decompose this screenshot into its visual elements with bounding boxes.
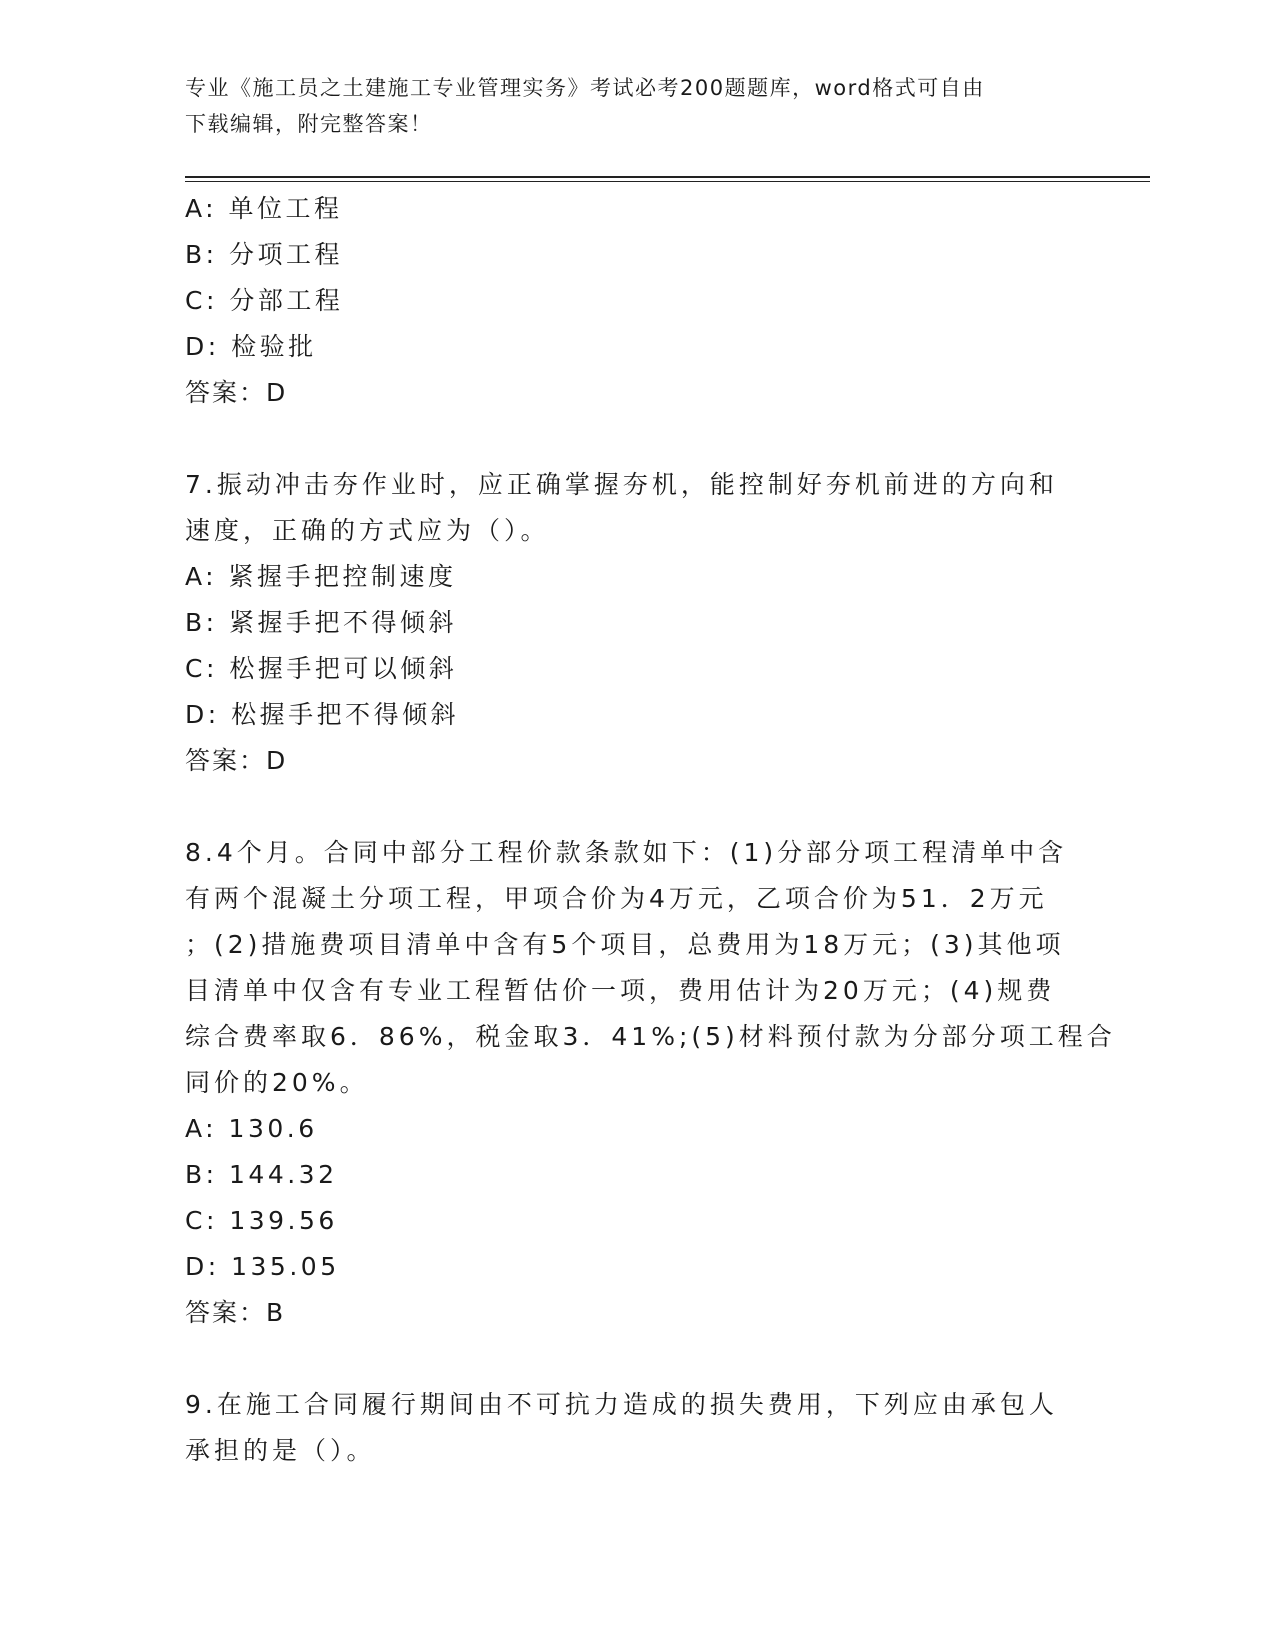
option-c: C: 139.56 xyxy=(185,1206,338,1235)
question-text-line: 综合费率取6．86%，税金取3．41%;(5)材料预付款为分部分项工程合 xyxy=(185,1022,1116,1051)
question-9-block xyxy=(185,1382,1085,1474)
question-8-block xyxy=(185,830,1116,1336)
question-text-line: 同价的20%。 xyxy=(185,1068,369,1097)
header-line-2: 下载编辑，附完整答案！ xyxy=(185,112,433,136)
spacer xyxy=(185,416,1085,462)
header-line-1: 专业《施工员之土建施工专业管理实务》考试必考200题题库，word格式可自由 xyxy=(185,76,985,100)
option-a: A: 紧握手把控制速度 xyxy=(185,562,457,591)
option-c: C: 松握手把可以倾斜 xyxy=(185,654,458,683)
spacer xyxy=(185,784,1085,830)
header-divider xyxy=(185,176,1150,178)
answer-line: 答案：D xyxy=(185,378,288,407)
option-d: D: 135.05 xyxy=(185,1252,340,1281)
option-c: C: 分部工程 xyxy=(185,286,344,315)
question-text-line: 承担的是（）。 xyxy=(185,1436,376,1465)
question-text-line: ；(2)措施费项目清单中含有5个项目，总费用为18万元；(3)其他项 xyxy=(185,930,1065,959)
question-text-line: 7.振动冲击夯作业时，应正确掌握夯机，能控制好夯机前进的方向和 xyxy=(185,470,1058,499)
option-a: A: 单位工程 xyxy=(185,194,343,223)
question-text-line: 目清单中仅含有专业工程暂估价一项，费用估计为20万元；(4)规费 xyxy=(185,976,1056,1005)
question-list xyxy=(185,186,1116,1474)
option-d: D: 松握手把不得倾斜 xyxy=(185,700,460,729)
document-header xyxy=(185,70,1085,142)
option-b: B: 分项工程 xyxy=(185,240,344,269)
question-6-block xyxy=(185,186,1085,416)
question-text-line: 8.4个月。合同中部分工程价款条款如下：(1)分部分项工程清单中含 xyxy=(185,838,1068,867)
option-b: B: 144.32 xyxy=(185,1160,338,1189)
option-a: A: 130.6 xyxy=(185,1114,318,1143)
question-text-line: 速度，正确的方式应为（）。 xyxy=(185,516,550,545)
option-b: B: 紧握手把不得倾斜 xyxy=(185,608,458,637)
spacer xyxy=(185,1336,1085,1382)
question-7-block xyxy=(185,462,1085,784)
answer-line: 答案：D xyxy=(185,746,288,775)
option-d: D: 检验批 xyxy=(185,332,317,361)
question-text-line: 9.在施工合同履行期间由不可抗力造成的损失费用，下列应由承包人 xyxy=(185,1390,1058,1419)
question-text-line: 有两个混凝土分项工程，甲项合价为4万元，乙项合价为51．2万元 xyxy=(185,884,1048,913)
answer-line: 答案：B xyxy=(185,1298,286,1327)
header-divider-thin xyxy=(185,181,1150,182)
